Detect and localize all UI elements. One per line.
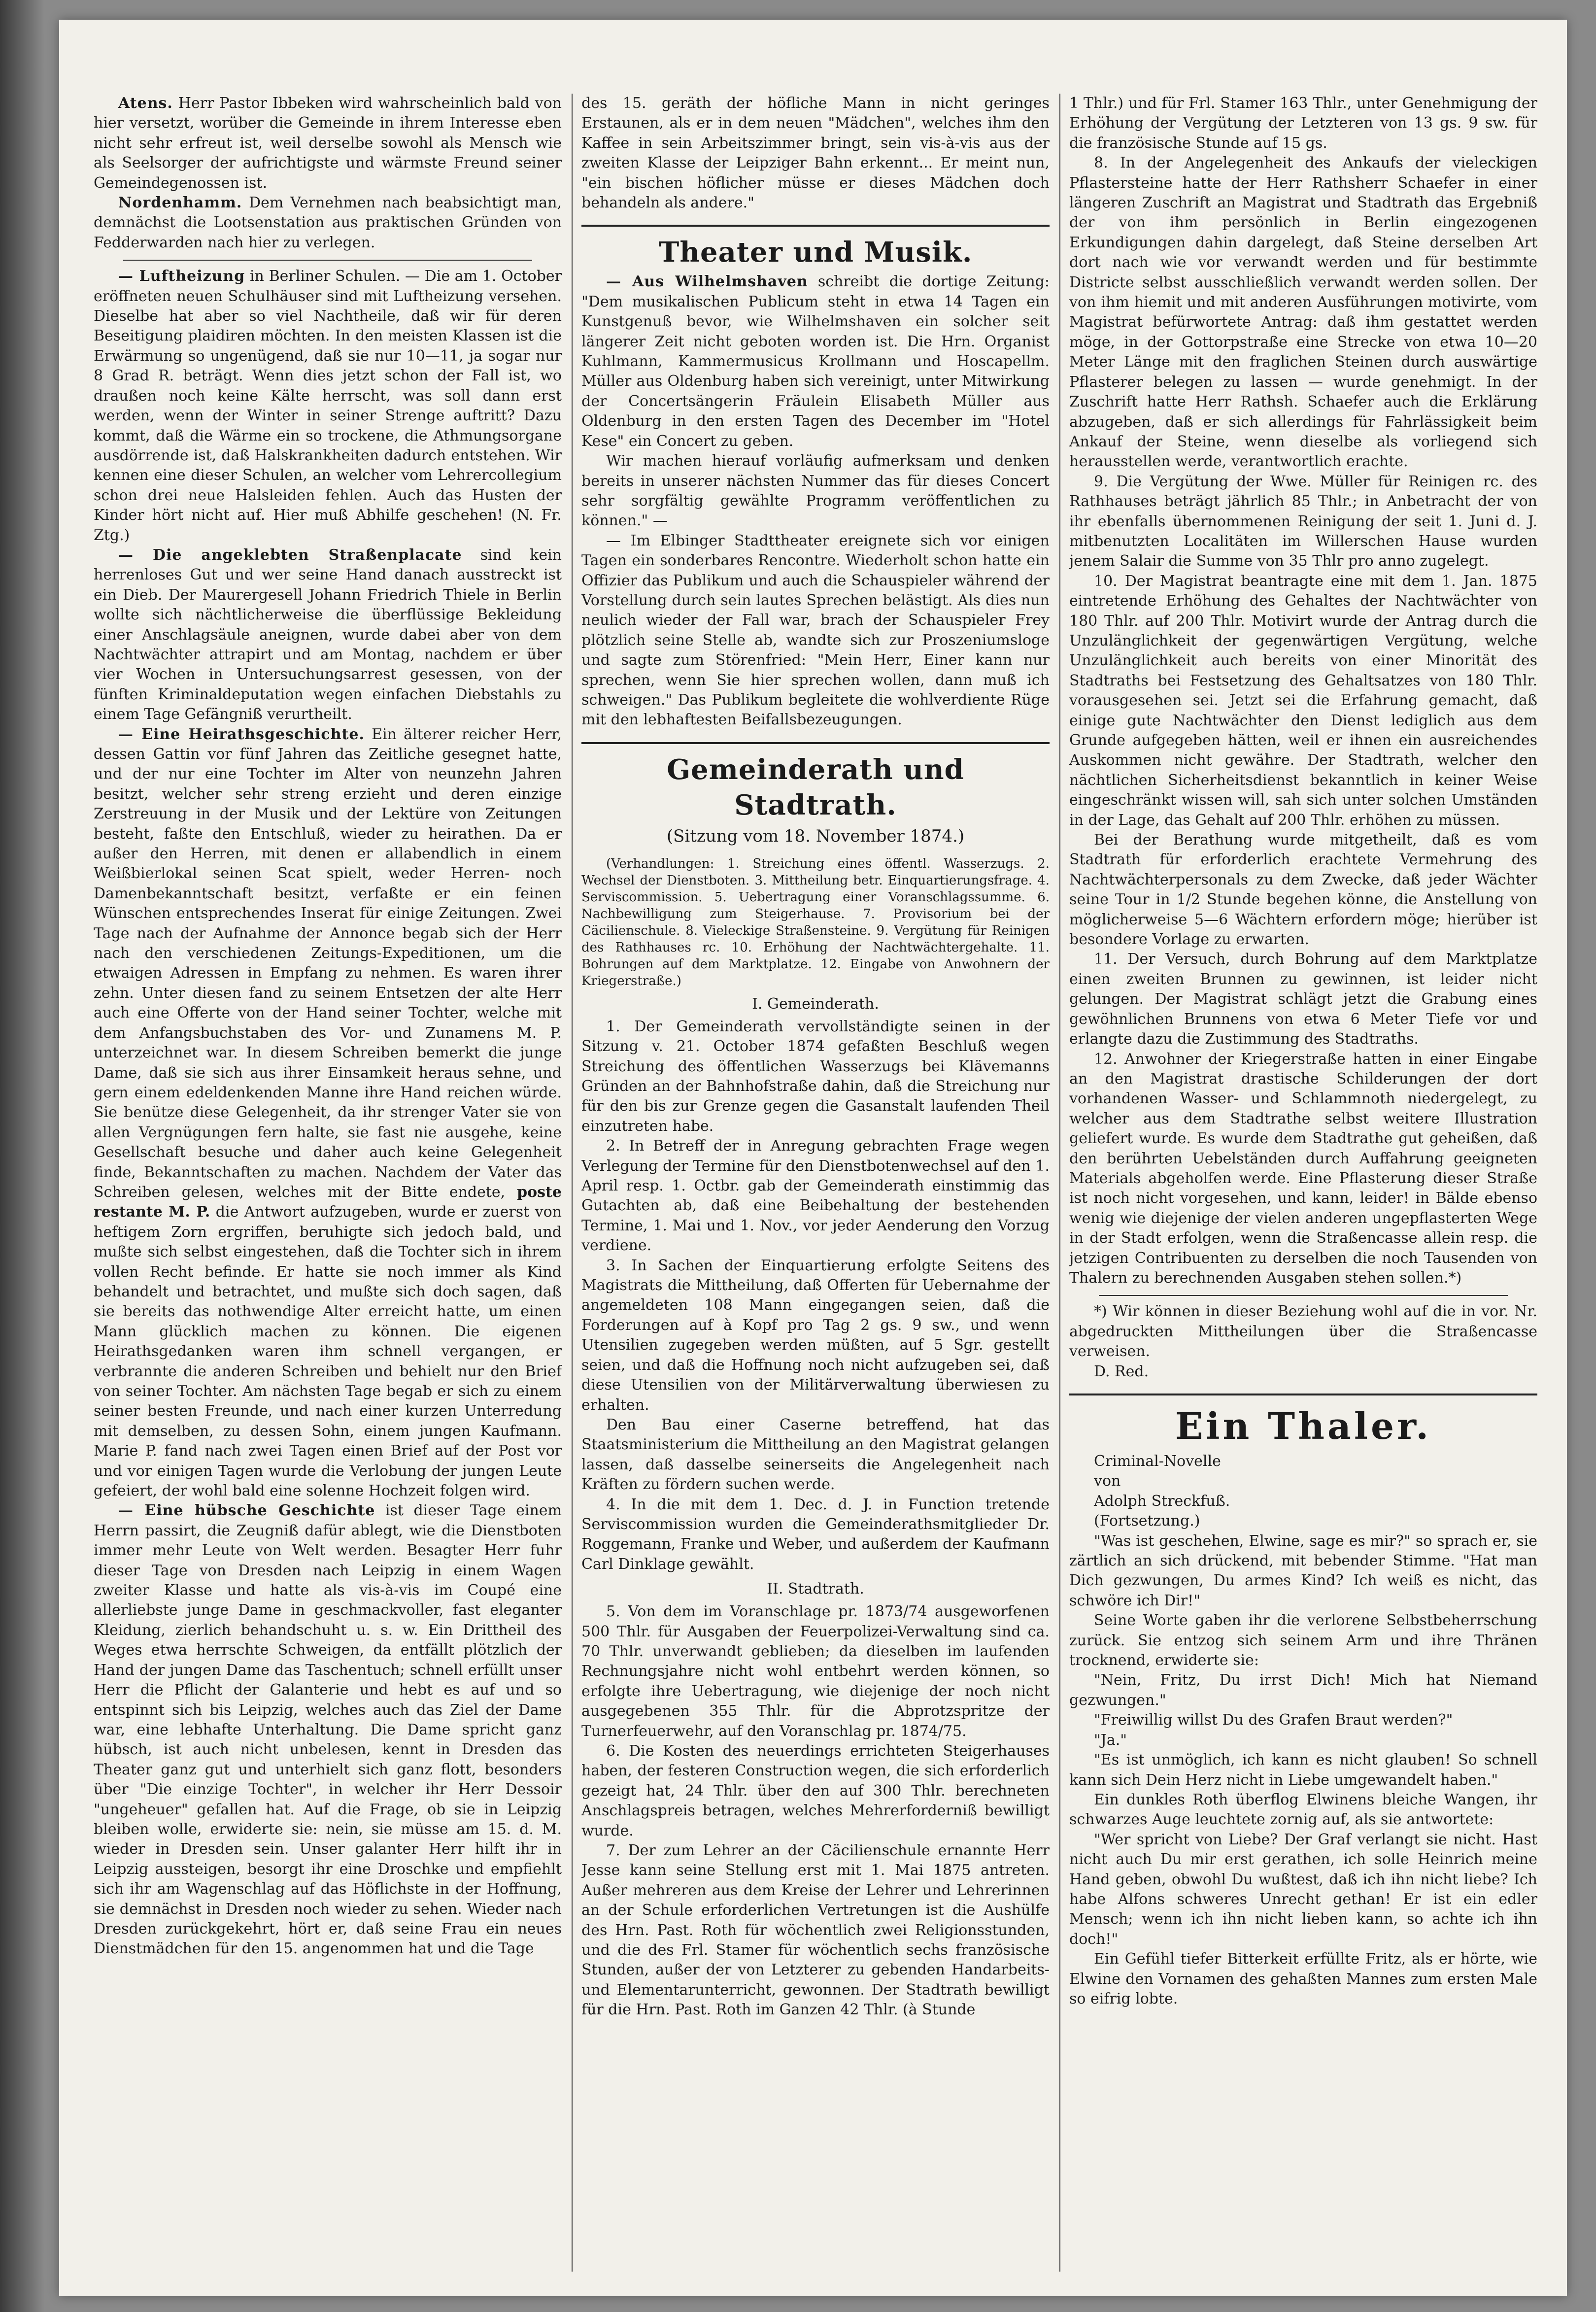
item-10: 10. Der Magistrat beantragte eine mit dem 1. Jan. 1875 eintretende Erhöhung des Gehaltes der Nachtwächter von 180 Thlr. auf 200 Thlr. Motivirt wurde der Antrag durch die Unzulänglichkeit der gegenwärtigen Vergütung, welche Unzulänglichkeit auch bereits von einer Minorität des Stadtraths bei Festsetzung des Gehaltsatzes von 180 Thlr. vorausgesehen sei. Jetzt sei die Erfahrung gemacht, daß einige gute Nachtwächter den Dienst lediglich aus dem Grunde aufgegeben hätten, weil er ihnen ein ausreichendes Auskommen nicht gewähre. Der Stadtrath, welcher den nächtlichen Sicherheitsdienst bekanntlich in keiner Weise eingeschränkt wissen will, sah sich unter solchen Umständen in der Lage, das Gehalt auf 200 Thlr. erhöhen zu müssen. (1069, 572, 1537, 829)
article-nordenhamm (94, 193, 562, 253)
item-7: 7. Der zum Lehrer an der Cäcilienschule ernannte Herr Jesse kann seine Stellung erst mit 1. Mai 1875 antreten. Außer mehreren aus dem Kreise der Lehrer und Lehrerinnen an der Schule erforderlichen Vertretungen ist die Aushülfe des Hrn. Past. Roth für wöchentlich zwei Religionsstunden, und die des Frl. Stamer für wöchentlich sechs französische Stunden, außer der von Letzterer zu gebenden Handarbeits- und Elementarunterricht, gewonnen. Der Stadtrath bewilligt für die Hrn. Past. Roth im Ganzen 42 Thlr. (à Stunde (581, 1842, 1050, 2019)
article-huebsche (94, 1501, 562, 1959)
footnote: *) Wir können in dieser Beziehung wohl auf die in vor. Nr. abgedruckten Mittheilungen über die Straßencasse verweisen. (1069, 1303, 1537, 1360)
novel-continuation: (Fortsetzung.) (1094, 1512, 1200, 1530)
column-divider (1059, 94, 1060, 2272)
text-wilhelmshaven-2: Wir machen hierauf vorläufig aufmerksam und denken bereits in unserer nächsten Nummer das für dieses Concert sehr sorgfältig gewählte Programm veröffentlichen zu können." — (581, 452, 1050, 530)
text-continuation: 1 Thlr.) und für Frl. Stamer 163 Thlr., unter Genehmigung der Erhöhung der Vergütung der Letzteren von 13 gs. 9 sw. für die französische Stunde auf 15 gs. (1069, 95, 1537, 152)
heading-huebsche: — Eine hübsche Geschichte (118, 1502, 375, 1520)
item-12: 12. Anwohner der Kriegerstraße hatten in einer Eingabe an den Magistrat drastische Schilderungen der dort vorhandenen Wasser- und Schlammnoth niedergelegt, zu welcher aus dem Stadtrathe selbst weitere Illustration geliefert wurde. Es wurde dem Stadtrathe gut geheißen, daß den berührten Uebelständen durch Auffahrung geeigneten Materials abgeholfen werde. Eine Pflasterung dieser Straße ist noch nicht vorgesehen, und kann, leider! in Bälde ebenso wenig wie diejenige der vielen anderen ungepflasterten Wege in der Stadt erfolgen, wenn die Straßencasse allein resp. die jetzigen Contribuenten zu derselben die noch Tausenden von Thalern zu berechnenden Ausgaben stehen sollen.*) (1069, 1050, 1537, 1287)
text-huebsche: ist dieser Tage einem Herrn passirt, die Zeugniß dafür ablegt, wie die Dienstboten immer mehr Leute von Welt werden. Besagter Herr fuhr dieser Tage von Dresden nach Leipzig in einem Wagen zweiter Klasse und hatte als vis-à-vis im Coupé eine allerliebste junge Dame in geschmackvoller, fast eleganter Kleidung, zierlich behandschuht u. s. w. Ein Drittheil des Weges etwa herrschte Schweigen, da entfällt plötzlich der Hand der jungen Dame das Taschentuch; schnell erfüllt unser Herr die Pflicht der Galanterie und hebt es auf und so entspinnt sich bis Leipzig, welches auch das Ziel der Dame war, eine lebhafte Unterhaltung. Die Dame spricht ganz hübsch, ist auch nicht unbelesen, kennt in Dresden das Theater ganz gut und unterhielt sich ganz flott, besonders über "Die einzige Tochter", in welcher ihr Herr Dessoir "ungeheuer" gefallen hat. Auf die Frage, ob sie in Leipzig bleiben wolle, erwiderte sie: nein, sie müsse am 15. d. M. wieder in Dresden sein. Unser galanter Herr hilft ihr in Leipzig aussteigen, besorgt ihr eine Droschke und empfiehlt sich ihr am Wagenschlag auf das Höflichste in der Hoffnung, sie demnächst in Dresden noch wieder zu sehen. Wieder nach Dresden zurückgekehrt, hört er, daß seine Frau ein neues Dienstmädchen für den 15. angenommen hat und die Tage (94, 1502, 562, 1958)
subheading-stadtrath: II. Stadtrath. (767, 1580, 864, 1598)
novel-paragraph: "Was ist geschehen, Elwine, sage es mir?" so sprach er, sie zärtlich an sich drückend, mit bebender Stimme. "Hat man Dich gezwungen, Du armes Kind? Ich weiß es nicht, das schwöre ich Dir!" (1069, 1532, 1537, 1609)
column-3 (1069, 94, 1537, 2272)
novel-by: von (1094, 1472, 1121, 1490)
novel-author: Adolph Streckfuß. (1094, 1492, 1230, 1510)
article-plakate (94, 545, 562, 725)
item-11: 11. Der Versuch, durch Bohrung auf dem Marktplatze einen zweiten Brunnen zu gewinnen, ist leider nicht gelungen. Der Magistrat schlägt jetzt die Grabung eines gewöhnlichen Brunnens von etwa 6 Meter Tiefe vor und erlangte dazu die Zustimmung des Stadtraths. (1069, 951, 1537, 1048)
column-divider (572, 94, 573, 2272)
item-8: 8. In der Angelegenheit des Ankaufs der vieleckigen Pflastersteine hatte der Herr Rathsherr Schaefer in einer längeren Zuschrift an Magistrat und Stadtrath das Ergebniß der von ihm persönlich in Berlin eingezogenen Erkundigungen dahin dargelegt, daß Steine derselben Art dort nach wie vor verwandt werden und für bestimmte Districte selbst ausschließlich verwandt werden sollen. Der von ihm hiemit und mit anderen Ausführungen motivirte, vom Magistrat befürwortete Antrag: daß ihm gestattet werden möge, in der Gottorpstraße eine Strecke von etwa 10—20 Meter Länge mit den fraglichen Steinen durch auswärtige Pflasterer belegen zu lassen — wurde genehmigt. In der Zuschrift hatte Herr Rathsh. Schaefer auch die Erklärung abzugeben, daß er sich allerdings für Fahrlässigkeit beim Ankauf der Steine, wenn dieselbe als vorliegend sich herausstellen werde, verantwortlich erachte. (1069, 154, 1537, 471)
novel-paragraph: Ein Gefühl tiefer Bitterkeit erfüllte Fritz, als er hörte, wie Elwine den Vornamen des gehaßten Mannes zum ersten Male so eifrig lobte. (1069, 1950, 1537, 2007)
section-subtitle-sitzung: (Sitzung vom 18. November 1874.) (666, 826, 965, 846)
item-3: 3. In Sachen der Einquartierung erfolgte Seitens des Magistrats die Mittheilung, daß Offerten für Uebernahme der angemeldeten 108 Mann eingegangen seien, daß die Forderungen auf à Kopf pro Tag 2 gs. 9 sw., und wenn Utensilien zugegeben werden müßten, auf 5 Sgr. gestellt seien, und daß die Hoffnung noch nicht aufzugeben sei, daß diese Utensilien von der Militärverwaltung überwiesen zu erhalten. (581, 1257, 1050, 1414)
novel-paragraph: "Es ist unmöglich, ich kann es nicht glauben! So schnell kann sich Dein Herz nicht in Liebe umgewandelt haben." (1069, 1751, 1537, 1789)
novel-paragraph: "Nein, Fritz, Du irrst Dich! Mich hat Niemand gezwungen." (1069, 1671, 1537, 1709)
divider (581, 742, 1050, 744)
item-10b: Bei der Berathung wurde mitgetheilt, daß es vom Stadtrath für erforderlich erachtete Vermehrung des Nachtwächterpersonals zu dem Zwecke, daß jeder Wächter seine Tour in 1/2 Stunde begehen könne, die Anstellung von möglicherweise 5—6 Wächtern erfordern möge; hierüber ist besondere Vorlage zu erwarten. (1069, 831, 1537, 949)
heading-nordenhamm: Nordenhamm. (118, 194, 242, 212)
column-2 (581, 94, 1050, 2272)
item-2: 2. In Betreff der in Anregung gebrachten Frage wegen Verlegung der Termine für den Dienstbotenwechsel auf den 1. April resp. 1. Octbr. gab der Gemeinderath einstimmig das Gutachten ab, daß eine Beibehaltung der bestehenden Termine, 1. Mai und 1. Nov., vor jeder Aenderung den Vorzug verdiene. (581, 1137, 1050, 1255)
article-elbing: — Im Elbinger Stadttheater ereignete sich vor einigen Tagen ein sonderbares Rencontre. Wiederholt schon hatte ein Offizier das Publikum und auch die Schauspieler während der Vorstellung durch sein lautes Sprechen belästigt. Als dies nun neulich wieder der Fall war, brach der Schauspieler Frey plötzlich seine Stelle ab, wandte sich zur Proszeniumsloge und sagte zum Störenfried: "Mein Herr, Einer kann nur sprechen, wenn Sie hier sprechen wollen, dann muß ich schweigen." Das Publikum begleitete die wohlverdiente Rüge mit den lebhaftesten Beifallsbezeugungen. (581, 532, 1050, 729)
subheading-gemeinderath: I. Gemeinderath. (752, 995, 879, 1013)
text-heirath-bold: poste restante M. P. (94, 1183, 562, 1221)
text-heirath-1: Ein älterer reicher Herr, dessen Gattin vor fünf Jahren das Zeitliche gesegnet hatte, und der nur eine Tochter im Alter von neunzehn Jahren besitzt, welcher sehr streng erzieht und deren einzige Zerstreuung in der Musik und der Lektüre von Zeitungen besteht, faßte den Entschluß, wieder zu heirathen. Da er außer den Herren, mit denen er allabendlich in einem Weißbierlokal seinen Scat spielt, weder Herren- noch Damenbekanntschaft besitzt, verfaßte er ein feinen Wünschen entsprechendes Inserat für einige Zeitungen. Zwei Tage nach der Aufnahme der Annonce begab sich der Herr nach den verschiedenen Zeitungs-Expeditionen, um die etwaigen Adressen in Empfang zu nehmen. Es waren ihrer zehn. Unter diesen fand zu seinem Entsetzen der alte Herr auch eine Offerte von der Hand seiner Tochter, welche mit dem Anfangsbuchstaben des Vor- und Zunamens M. P. unterzeichnet war. In diesem Schreiben bemerkt die junge Dame, daß sie sich aus ihrer Einsamkeit heraus sehne, und gern einem edeldenkenden Manne ihre Hand reichen würde. Sie benütze diese Gelegenheit, da ihr strenger Vater sie von allen Vergnügungen fern halte, sie fast nie ausgehe, keine Gesellschaft besuche und daher auch keine Gelegenheit finde, Bekanntschaften zu machen. Nachdem der Vater das Schreiben gelesen, welches mit der Bitte endete, (94, 725, 562, 1201)
heading-plakate: — Die angeklebten Straßenplacate (118, 546, 462, 564)
article-atens (94, 94, 562, 193)
text-heirath-2: die Antwort aufzugeben, wurde er zuerst von heftigem Zorn ergriffen, beruhigte sich jedoch bald, und mußte sich selbst eingestehen, daß die Tochter sich in ihrem vollen Recht befinde. Er hatte sie noch immer als Kind behandelt und betrachtet, und mußte sich doch sagen, daß sie bereits das nothwendige Alter erreicht hatte, um einen Mann glücklich machen zu können. Die eigenen Heirathsgedanken waren ihm schnell vergangen, er verbrannte die anderen Schreiben und behielt nur den Brief von seiner Tochter. Am nächsten Tage begab er sich zu einem seiner besten Freunde, und nach einer kurzen Unterredung mit demselben, zu dessen Sohn, einem jungen Kaufmann. Marie P. fand nach zwei Tagen einen Brief auf der Post vor und vor einigen Tagen wurde die Verlobung der jungen Leute gefeiert, der wohl bald eine solenne Hochzeit folgen wird. (94, 1203, 562, 1500)
newspaper-page (59, 20, 1567, 2296)
item-6: 6. Die Kosten des neuerdings errichteten Steigerhauses haben, der festeren Construction wegen, die sich erforderlich gezeigt hat, 24 Thlr. über den auf 300 Thlr. berechneten Anschlagspreis betragen, welches Mehrerforderniß bewilligt wurde. (581, 1742, 1050, 1839)
footnote-signature: D. Red. (1094, 1362, 1149, 1380)
item-3b: Den Bau einer Caserne betreffend, hat das Staatsministerium die Mittheilung an den Magistrat gelangen lassen, daß dasselbe seinerseits die Angelegenheit nach Kräften zu fördern suchen werde. (581, 1416, 1050, 1494)
agenda-list: (Verhandlungen: 1. Streichung eines öffentl. Wasserzugs. 2. Wechsel der Dienstboten. 3. Mittheilung betr. Einquartierungsfrage. 4. Serviscommission. 5. Uebertragung einer Voranschlagssumme. 6. Nachbewilligung zum Steigerhause. 7. Provisorium bei der Cäcilienschule. 8. Vieleckige Straßensteine. 9. Vergütung für Reinigen des Rathhauses rc. 10. Erhöhung der Nachtwächtergehalte. 11. Bohrungen auf dem Marktplatze. 12. Eingabe von Anwohnern der Kriegerstraße.) (581, 856, 1050, 988)
heading-heirath: — Eine Heirathsgeschichte. (118, 725, 365, 743)
novel-paragraph: Ein dunkles Roth überflog Elwinens bleiche Wangen, ihr schwarzes Auge leuchtete zornig auf, als sie antwortete: (1069, 1791, 1537, 1829)
divider (1099, 1295, 1508, 1296)
article-heirath (94, 725, 562, 1501)
heading-atens: Atens. (118, 95, 173, 112)
text-nordenhamm: Dem Vernehmen nach beabsichtigt man, demnächst die Lootsenstation aus praktischen Gründen von Fedderwarden nach hier zu verlegen. (94, 194, 562, 251)
divider (123, 260, 532, 261)
novel-paragraph: Seine Worte gaben ihr die verlorene Selbstbeherrschung zurück. Sie entzog sich seinem Arm und ihre Thränen trocknend, erwiderte sie: (1069, 1612, 1537, 1669)
divider (1069, 1394, 1537, 1395)
article-wilhelmshaven (581, 272, 1050, 451)
scan-border (0, 0, 44, 2312)
novel-title: Ein Thaler. (1175, 1405, 1432, 1448)
item-4: 4. In die mit dem 1. Dec. d. J. in Function tretende Serviscommission wurden die Gemeinderathsmitglieder Dr. Roggemann, Franke und Weber, und außerdem der Kaufmann Carl Dinklage gewählt. (581, 1496, 1050, 1573)
column-1 (94, 94, 562, 2272)
novel-paragraph: "Freiwillig willst Du des Grafen Braut werden?" (1094, 1711, 1453, 1729)
heading-wilhelmshaven: — Aus Wilhelmshaven (606, 273, 808, 291)
text-atens: Herr Pastor Ibbeken wird wahrscheinlich bald von hier versetzt, worüber die Gemeinde in ihrem Interesse eben nicht sehr erfreut ist, weil derselbe sowohl als Mensch wie als Seelsorger der aufrichtigste und wärmste Freund seiner Gemeindegenossen ist. (94, 95, 562, 192)
novel-paragraph: "Ja." (1094, 1731, 1127, 1749)
text-wilhelmshaven: schreibt die dortige Zeitung: "Dem musikalischen Publicum steht in etwa 14 Tagen ein Kunstgenuß bevor, wie Wilhelmshaven ein solcher seit längerer Zeit nicht geboten worden ist. Die Hrn. Organist Kuhlmann, Kammermusicus Krollmann und Hoscapellm. Müller aus Oldenburg haben sich vereinigt, unter Mitwirkung der Concertsängerin Fräulein Elisabeth Müller aus Oldenburg in den ersten Tagen des December im "Hotel Kese" ein Concert zu geben. (581, 273, 1050, 450)
novel-paragraph: "Wer spricht von Liebe? Der Graf verlangt sie nicht. Hast nicht auch Du mir erst gerathen, ich solle Heinrich meine Hand geben, obwohl Du wußtest, daß ich ihn nicht liebe? Ich habe Alfons schweres Unrecht gethan! Er ist ein edler Mensch; wenn ich ihn nicht lieben kann, so achte ich ihn doch!" (1069, 1831, 1537, 1948)
source-luftheizung: (N. Fr. Ztg.) (94, 507, 562, 544)
article-luftheizung (94, 267, 562, 545)
novel-genre: Criminal-Novelle (1094, 1453, 1221, 1470)
text-continuation: des 15. geräth der höfliche Mann in nicht geringes Erstaunen, als er in dem neuen "Mädchen", welches ihm den Kaffee in sein Arbeitszimmer bringt, sein vis-à-vis aus der zweiten Klasse der Leipziger Bahn erkennt... Er meint nun, "ein bischen höflicher müsse er dieses Mädchen doch behandeln als andere." (581, 95, 1050, 212)
divider (581, 225, 1050, 227)
item-5: 5. Von dem im Voranschlage pr. 1873/74 ausgeworfenen 500 Thlr. für Ausgaben der Feuerpolizei-Verwaltung sind ca. 70 Thlr. unverwandt geblieben; da dieselben im laufenden Rechnungsjahre nicht wohl entbehrt werden können, so erfolgte ihre Uebertragung, wie diejenige der noch nicht ausgegebenen 355 Thlr. für die Abprotzspritze der Turnerfeuerwehr, auf den Voranschlag pr. 1874/75. (581, 1603, 1050, 1740)
item-1: 1. Der Gemeinderath vervollständigte seinen in der Sitzung v. 21. October 1874 gefaßten Beschluß wegen Streichung des öffentlichen Wasserzugs bei Klävemanns Gründen an der Bahnhofstraße dahin, daß die Streichung nur für den bis zur Grenze gegen die Gasanstalt laufenden Theil einzutreten habe. (581, 1018, 1050, 1135)
text-plakate: sind kein herrenloses Gut und wer seine Hand danach ausstreckt ist ein Dieb. Der Maurergesell Johann Friedrich Thiele in Berlin wollte sich nächtlicherweise die überflüssige Bekleidung einer Anschlagsäule aneignen, wurde dabei aber von dem Nachtwächter attrapirt und am Montag, nachdem er über vier Wochen in Untersuchungsarrest gesessen, von der fünften Kriminaldeputation wegen einfachen Diebstahls zu einem Tage Gefängniß verurtheilt. (94, 546, 562, 723)
heading-luftheizung: — Luftheizung (118, 268, 245, 285)
section-title-theater: Theater und Musik. (658, 236, 973, 269)
item-9: 9. Die Vergütung der Wwe. Müller für Reinigen rc. des Rathhauses beträgt jährlich 85 Thlr.; in Anbetracht der von ihr ebenfalls übernommenen Reinigung der seit 1. Juni d. J. mitbenutzten Localitäten im Willerschen Hause wurden jenem Salair die Summe von 35 Thlr pro anno zugelegt. (1069, 473, 1537, 570)
section-title-gemeinderath: Gemeinderath und Stadtrath. (667, 753, 964, 821)
text-luftheizung: in Berliner Schulen. — Die am 1. October eröffneten neuen Schulhäuser sind mit Luftheizung versehen. Dieselbe hat aber so viel Nachtheile, daß wir für deren Beseitigung plaidiren möchten. In den meisten Klassen ist die Erwärmung so ungenügend, daß sie nur 10—11, ja sogar nur 8 Grad R. beträgt. Wenn dies jetzt schon der Fall ist, wo draußen noch keine Kälte herrscht, was soll dann erst werden, wenn der Winter in seiner Strenge auftritt? Dazu kommt, daß die Wärme ein so trockene, die Athmungsorgane ausdörrende ist, daß Halskrankheiten dadurch entstehen. Wir kennen eine dieser Schulen, an welcher vom Lehrercollegium schon drei neue Halsleiden fehlen. Auch das Husten der Kinder hört nicht auf. Hier muß Abhilfe geschehen! (94, 268, 562, 524)
